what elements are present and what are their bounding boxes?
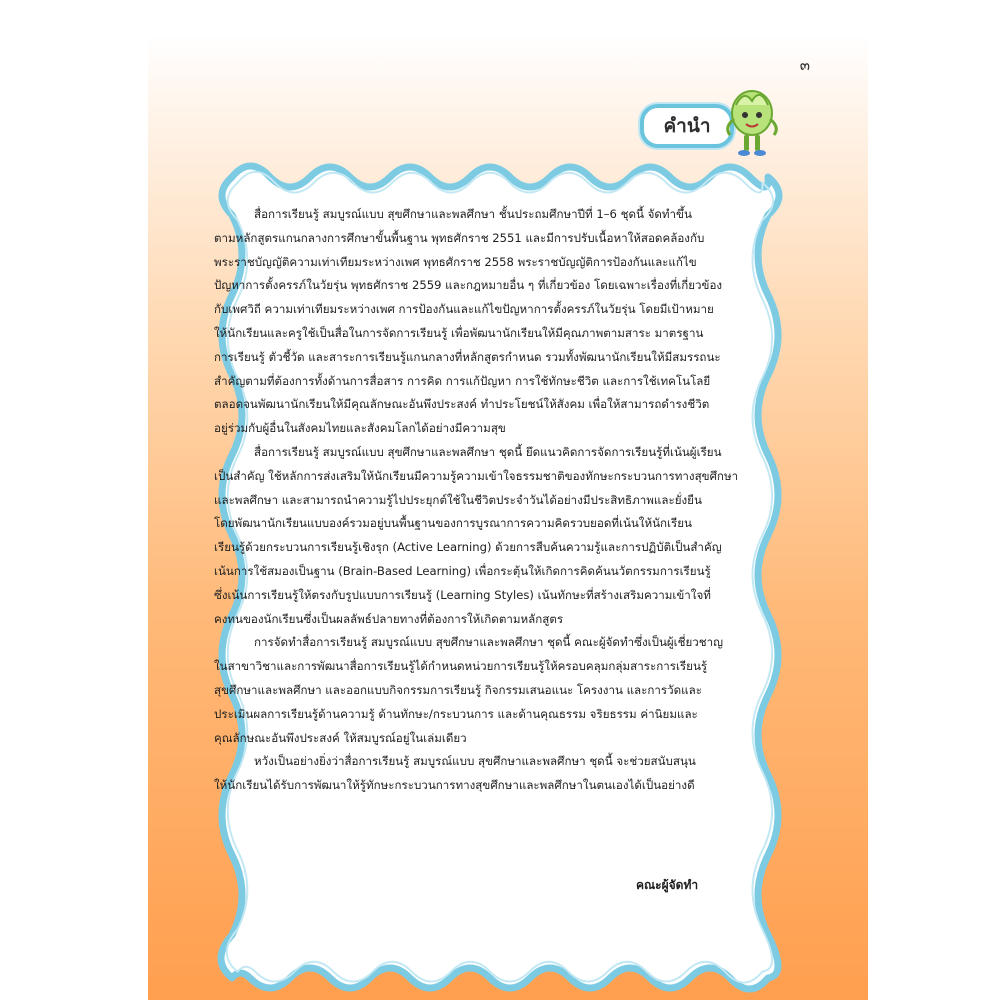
text-line: เป็นสำคัญ ใช้หลักการส่งเสริมให้นักเรียนมีความรู้ความเข้าใจธรรมชาติของทักษะกระบวนการทางสุขศึกษา bbox=[214, 468, 739, 483]
text-line: ให้นักเรียนได้รับการพัฒนาให้รู้ทักษะกระบวนการทางสุขศึกษาและพลศึกษาในตนเองได้เป็นอย่างดี bbox=[214, 778, 695, 793]
preface-body bbox=[214, 203, 800, 798]
text-line: สำคัญตามที่ต้องการทั้งด้านการสื่อสาร การคิด การแก้ปัญหา การใช้ทักษะชีวิต และการใช้เทคโนโลยี bbox=[214, 373, 711, 388]
page-number: ๓ bbox=[799, 56, 810, 74]
text-line: ให้นักเรียนและครูใช้เป็นสื่อในการจัดการเรียนรู้ เพื่อพัฒนานักเรียนให้มีคุณภาพตามสาระ มาตรฐาน bbox=[214, 325, 704, 340]
text-line: การเรียนรู้ ตัวชี้วัด และสาระการเรียนรู้แกนกลางที่หลักสูตรกำหนด รวมทั้งพัฒนานักเรียนให้มีสมรรถนะ bbox=[214, 349, 721, 364]
text-line: โดยพัฒนานักเรียนแบบองค์รวมอยู่บนพื้นฐานของการบูรณาการความคิดรวบยอดที่เน้นให้นักเรียน bbox=[214, 516, 692, 531]
text-line: อยู่ร่วมกับผู้อื่นในสังคมไทยและสังคมโลกได้อย่างมีความสุข bbox=[214, 421, 506, 436]
text-line: เรียนรู้ด้วยกระบวนการเรียนรู้เชิงรุก (Active Learning) ด้วยการสืบค้นความรู้และการปฏิบัติเป็นสำคัญ bbox=[214, 540, 722, 555]
text-line: ตลอดจนพัฒนานักเรียนให้มีคุณลักษณะอันพึงประสงค์ ทำประโยชน์ให้สังคม เพื่อให้สามารถดำรงชีวิต bbox=[214, 397, 710, 412]
cabbage-mascot-icon bbox=[722, 83, 782, 163]
paragraph-3 bbox=[214, 631, 800, 750]
text-line: และพลศึกษา และสามารถนำความรู้ไปประยุกต์ใช้ในชีวิตประจำวันได้อย่างมีประสิทธิภาพและยั่งยืน bbox=[214, 492, 702, 507]
paragraph-4 bbox=[214, 750, 800, 798]
page-title: คำนำ bbox=[640, 104, 734, 148]
paragraph-2 bbox=[214, 441, 800, 631]
text-line: สื่อการเรียนรู้ สมบูรณ์แบบ สุขศึกษาและพลศึกษา ชั้นประถมศึกษาปีที่ 1–6 ชุดนี้ จัดทำขึ้น bbox=[254, 207, 692, 221]
text-line: พระราชบัญญัติความเท่าเทียมระหว่างเพศ พุทธศักราช 2558 พระราชบัญญัติการป้องกันและแก้ไข bbox=[214, 254, 697, 269]
text-line: เน้นการใช้สมองเป็นฐาน (Brain-Based Learning) เพื่อกระตุ้นให้เกิดการคิดค้นนวัตกรรมการเรียนรู้ bbox=[214, 563, 711, 578]
text-line: สื่อการเรียนรู้ สมบูรณ์แบบ สุขศึกษาและพลศึกษา ชุดนี้ ยึดแนวคิดการจัดการเรียนรู้ที่เน้นผู้เรียน bbox=[254, 444, 722, 459]
text-line: ประเมินผลการเรียนรู้ด้านความรู้ ด้านทักษะ/กระบวนการ และด้านคุณธรรม จริยธรรม ค่านิยมและ bbox=[214, 706, 698, 721]
text-line: คงทนของนักเรียนซึ่งเป็นผลลัพธ์ปลายทางที่ต้องการให้เกิดตามหลักสูตร bbox=[214, 611, 564, 626]
text-line: ตามหลักสูตรแกนกลางการศึกษาขั้นพื้นฐาน พุทธศักราช 2551 และมีการปรับเนื้อหาให้สอดคล้องกับ bbox=[214, 230, 705, 245]
signature: คณะผู้จัดทำ bbox=[636, 878, 699, 892]
text-line: กับเพศวิถี ความเท่าเทียมระหว่างเพศ การป้องกันและแก้ไขปัญหาการตั้งครรภ์ในวัยรุ่น โดยมีเป้าหมาย bbox=[214, 302, 714, 317]
text-line: การจัดทำสื่อการเรียนรู้ สมบูรณ์แบบ สุขศึกษาและพลศึกษา ชุดนี้ คณะผู้จัดทำซึ่งเป็นผู้เชี่ยวชาญ bbox=[254, 635, 724, 650]
text-line: คุณลักษณะอันพึงประสงค์ ให้สมบูรณ์อยู่ในเล่มเดียว bbox=[214, 730, 467, 745]
text-line: สุขศึกษาและพลศึกษา และออกแบบกิจกรรมการเรียนรู้ กิจกรรมเสนอแนะ โครงงาน และการวัดและ bbox=[214, 682, 702, 697]
text-line: ซึ่งเน้นการเรียนรู้ให้ตรงกับรูปแบบการเรียนรู้ (Learning Styles) เน้นทักษะที่สร้างเสริมความเข้าใจที่ bbox=[214, 587, 711, 602]
text-line: หวังเป็นอย่างยิ่งว่าสื่อการเรียนรู้ สมบูรณ์แบบ สุขศึกษาและพลศึกษา ชุดนี้ จะช่วยสนับสนุน bbox=[254, 754, 696, 769]
text-line: ปัญหาการตั้งครรภ์ในวัยรุ่น พุทธศักราช 2559 และกฎหมายอื่น ๆ ที่เกี่ยวข้อง โดยเฉพาะเรื่องที่เกี่ยวข้อง bbox=[214, 278, 723, 293]
paragraph-1 bbox=[214, 203, 800, 441]
text-line: ในสาขาวิชาและการพัฒนาสื่อการเรียนรู้ได้กำหนดหน่วยการเรียนรู้ให้ครอบคลุมกลุ่มสาระการเรียนรู้ bbox=[214, 659, 708, 674]
document-page bbox=[148, 35, 868, 1000]
